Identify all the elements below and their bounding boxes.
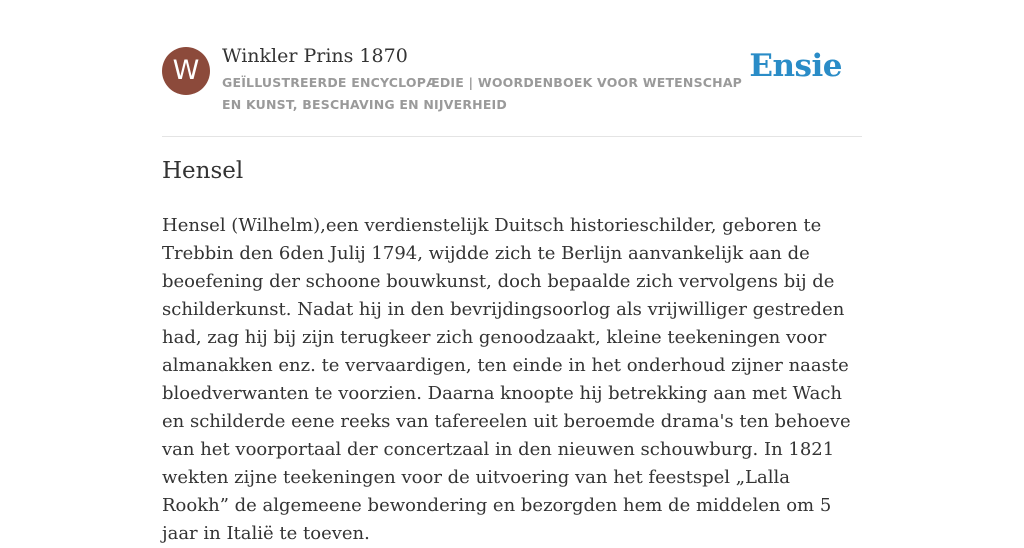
ensie-logo[interactable]: Ensie (749, 48, 842, 84)
article-title: Hensel (162, 158, 244, 184)
source-title[interactable]: Winkler Prins 1870 (222, 45, 408, 67)
source-avatar[interactable]: W (162, 47, 210, 95)
source-subtitle: GEÏLLUSTREERDE ENCYCLOPÆDIE | WOORDENBOEK VOOR WETENSCHAP EN KUNST, BESCHAVING EN NIJVERHEID (222, 75, 743, 112)
article-body: Hensel (Wilhelm),een verdienstelijk Duitsch historieschilder, geboren te Trebbin den 6den Julij 1794, wijdde zich te Berlijn aanvankelijk aan de beoefening der schoone bouwkunst, doch bepaalde zich vervolgens bij de schilderkunst. Nadat hij in den bevrijdingsoorlog als vrijwilliger gestreden had, zag hij bij zijn terugkeer zich genoodzaakt, kleine teekeningen voor almanakken enz. te vervaardigen, ten einde in het onderhoud zijner naaste bloedverwanten te voorzien. Daarna knoopte hij betrekking aan met Wach en schilderde eene reeks van tafereelen uit beroemde drama's ten behoeve van het voorportaal der concertzaal in den nieuwen schouwburg. In 1821 wekten zijne teekeningen voor de uitvoering van het feestspel „Lalla Rookh” de algemeene bewondering en bezorgden hem de middelen om 5 jaar in Italië te toeven. (162, 215, 851, 544)
source-header (162, 44, 862, 137)
